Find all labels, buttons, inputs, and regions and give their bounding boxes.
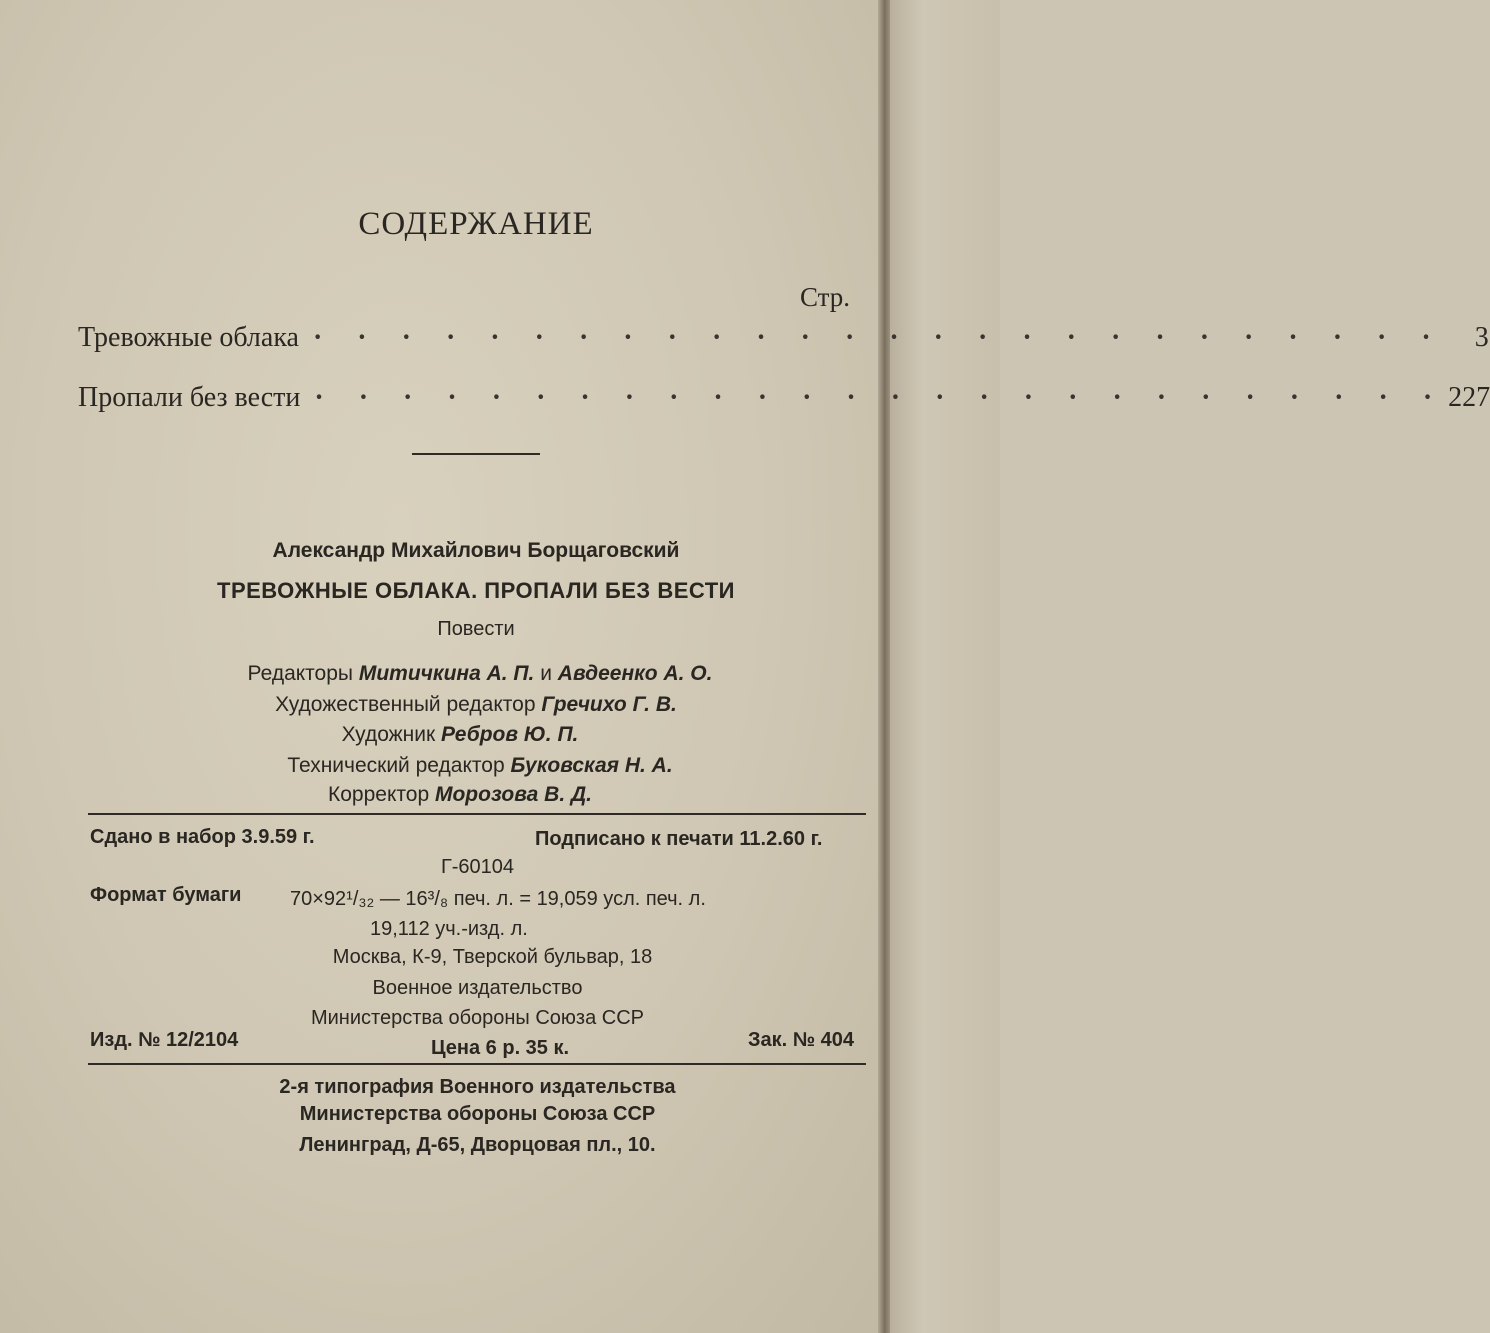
credit-name: Авдеенко А. О. xyxy=(557,662,713,685)
page-column-header: Стр. xyxy=(800,282,851,312)
printer-address: Ленинград, Д-65, Дворцовая пл., 10. xyxy=(299,1134,656,1156)
credit-role: Художник xyxy=(341,723,436,746)
credit-name: Морозова В. Д. xyxy=(434,783,592,806)
credit-line xyxy=(0,723,920,747)
signed-date: Подписано к печати 11.2.60 г. xyxy=(535,828,823,850)
toc-entry-title: Пропали без вести xyxy=(78,382,301,413)
publisher-name: Военное издательство xyxy=(372,977,583,999)
credit-line xyxy=(0,662,960,686)
divider xyxy=(88,813,866,815)
credit-name: Гречихо Г. В. xyxy=(541,693,677,716)
toc-entry-page: 227 xyxy=(1448,382,1490,413)
credit-role: Корректор xyxy=(328,783,430,806)
toc-leader: · · · · · · · · · · · · · · · · · · · · · · · · · · xyxy=(312,322,1445,353)
toc-entry xyxy=(78,322,1489,354)
publication-number: Изд. № 12/2104 xyxy=(90,1029,239,1051)
toc-entry xyxy=(78,382,1490,414)
credit-name: Митичкина А. П. xyxy=(358,662,535,685)
paper-format-label: Формат бумаги xyxy=(90,884,242,906)
paper-format-value: 70×92¹/₃₂ — 16³/₈ печ. л. = 19,059 усл. печ. л. xyxy=(290,888,706,910)
toc-entry-page: 3 xyxy=(1474,322,1489,353)
printer-ministry: Министерства обороны Союза ССР xyxy=(299,1103,656,1125)
credit-line xyxy=(0,754,960,778)
credit-role: Художественный редактор xyxy=(275,693,536,716)
genre: Повести xyxy=(437,618,515,640)
author-name: Александр Михайлович Борщаговский xyxy=(272,539,680,562)
contents-title: СОДЕРЖАНИЕ xyxy=(358,206,594,242)
credit-line xyxy=(0,783,920,807)
credit-conj: и xyxy=(540,662,552,685)
credit-role: Технический редактор xyxy=(287,754,505,777)
censor-code: Г-60104 xyxy=(440,856,515,878)
toc-leader: · · · · · · · · · · · · · · · · · · · · · · · · · · xyxy=(314,382,1447,413)
price: Цена 6 р. 35 к. xyxy=(430,1037,570,1059)
credit-name: Ребров Ю. П. xyxy=(441,723,579,746)
divider xyxy=(88,1063,866,1065)
credit-name: Буковская Н. А. xyxy=(510,754,673,777)
toc-entry-title: Тревожные облака xyxy=(78,322,299,353)
credit-line xyxy=(0,693,952,717)
credit-role: Редакторы xyxy=(247,662,354,685)
publisher-sheets: 19,112 уч.-изд. л. xyxy=(370,918,528,940)
printer-name: 2-я типография Военного издательства xyxy=(279,1076,676,1098)
book-title: ТРЕВОЖНЫЕ ОБЛАКА. ПРОПАЛИ БЕЗ ВЕСТИ xyxy=(217,578,735,603)
order-number: Зак. № 404 xyxy=(748,1029,854,1051)
publisher-ministry: Министерства обороны Союза ССР xyxy=(310,1007,645,1029)
submitted-date: Сдано в набор 3.9.59 г. xyxy=(90,826,315,848)
publisher-address: Москва, К-9, Тверской бульвар, 18 xyxy=(332,946,653,968)
divider-short xyxy=(412,453,540,455)
